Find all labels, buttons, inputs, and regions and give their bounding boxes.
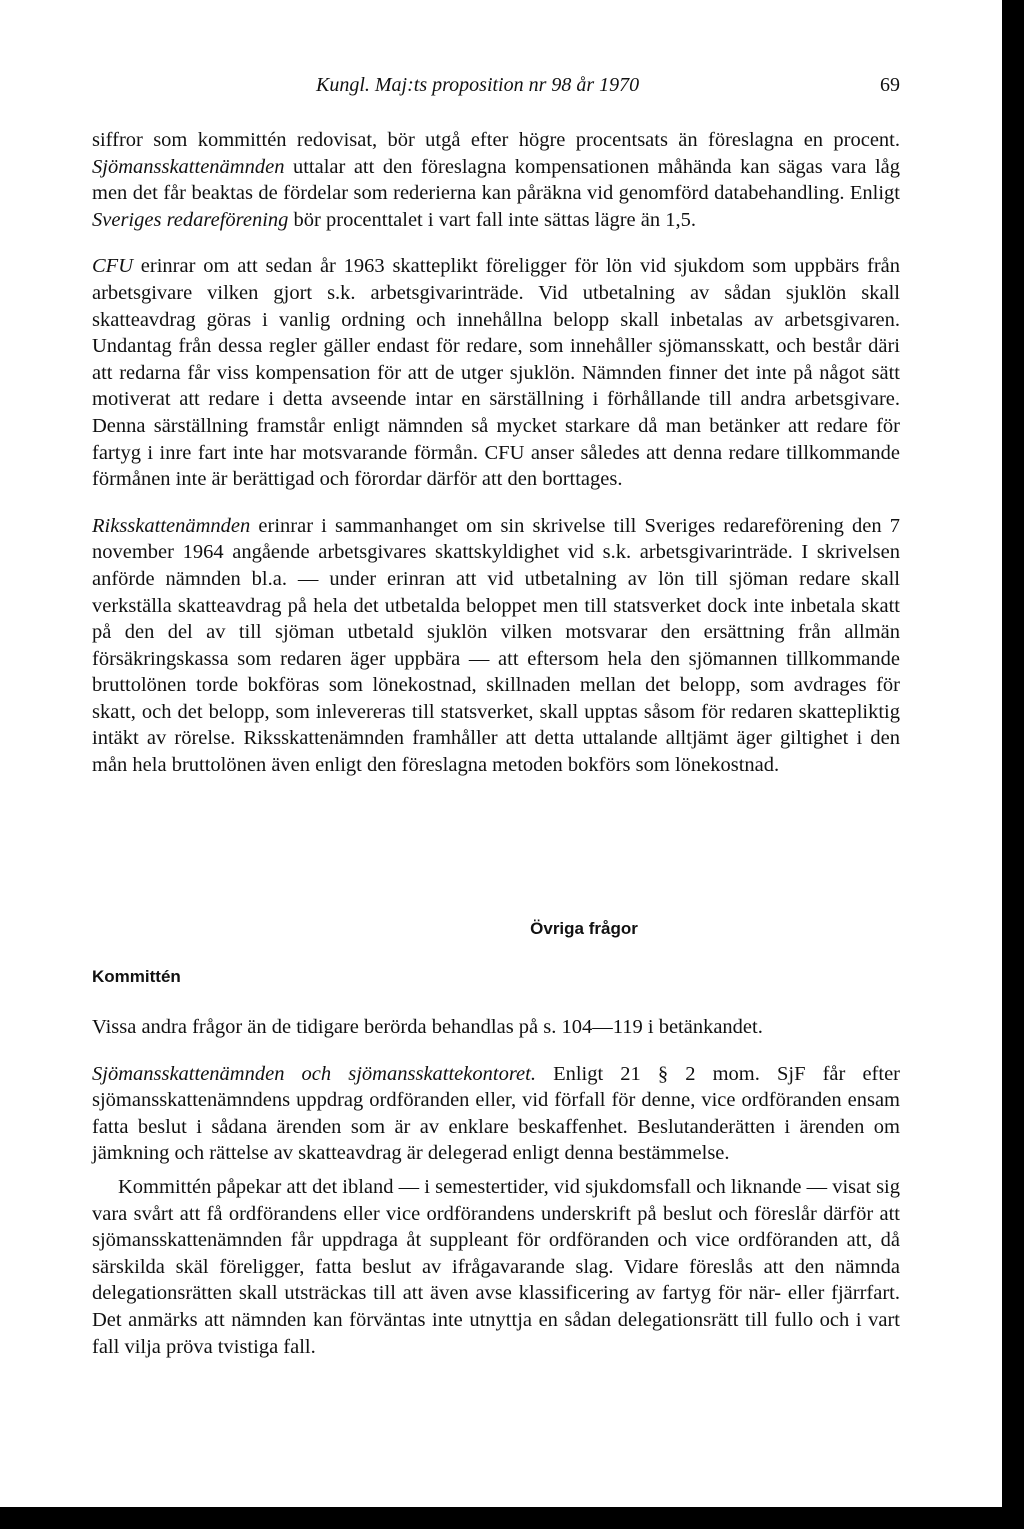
sjomansskattenamnden-term: Sjömansskattenämnden (92, 155, 285, 178)
paragraph-3-body: erinrar i sammanhanget om sin skrivelse till Sveriges redareförening den 7 november 1964 angående arbetsgivares skattskyldighet vid s.k. arbetsgivarinträde. I skrivelsen anförde nämnden bl.a. — under erinran att vid utbetalning av lön till sjöman redare skall verkställa skatteavdrag på hela det utbetalda beloppet men till statsverket dock inte inbetala skatt på den del av till sjöman utbetald sjuklön vilken motsvarar den ersättning från allmän försäkringskassa som redaren äger uppbära — att eftersom hela den sjömannen tillkommande bruttolönen torde bokföras som lönekostnad, skillnaden mellan det belopp, som avdrages för skatt, och det belopp, som inlevereras till statsverket, skall upptas såsom för redaren skattepliktig intäkt av rörelse. Riksskattenämnden framhåller att detta uttalande alltjämt äger giltighet i den mån hela bruttolönen även enligt den föreslagna metoden bokförs som lönekostnad. (92, 514, 900, 777)
section-paragraph-2-body: Enligt 21 § 2 mom. SjF får efter sjömansskattenämndens uppdrag ordföranden eller, vid förfall för denne, vice ordföranden ensam fatta beslut i sådana ärenden som är av enklare beskaffenhet. Beslutanderätten i ärenden om jämkning och rättelse av skatteavdrag är delegerad enligt denna bestämmelse. (92, 1062, 901, 1165)
section-body (92, 1014, 900, 1360)
cfu-term: CFU (92, 255, 133, 278)
body-text (92, 127, 900, 779)
paragraph-2 (92, 253, 900, 492)
paragraph-3 (92, 513, 900, 779)
section-heading: Övriga frågor (530, 919, 638, 938)
side-heading: Kommittén (92, 967, 181, 986)
paragraph-2-body: erinrar om att sedan år 1963 skatteplikt föreligger för lön vid sjukdom som uppbärs från arbetsgivare vilken gjort s.k. arbetsgivarinträde. Vid utbetalning av sådan sjuklön skall skatteavdrag göras i vanlig ordning och innehållna belopp skall inbetalas av arbetsgivaren. Undantag från dessa regler gäller endast för redare, som innehåller sjömansskatt, och består däri att redarna får viss kompensation för att de utger sjuklön. Nämnden finner det inte på något sätt motiverat att redare i detta avseende intar en särställning i förhållande till andra arbetsgivare. Denna särställning framstår enligt nämnden så mycket starkare då man betänker att redare för fartyg i inre fart inte har motsvarande förmån. CFU anser således att denna redare tillkommande förmånen inte är berättigad och förordar därför att den borttages. (92, 255, 900, 491)
sjomansskattenamnden-och-kontoret-term: Sjömansskattenämnden och sjömansskattekontoret. (92, 1062, 536, 1085)
page-number: 69 (880, 74, 900, 96)
page-header (316, 72, 900, 100)
paragraph-1-part-a: siffror som kommittén redovisat, bör utgå efter högre procentsats än föreslagna en procent. (92, 129, 900, 151)
sveriges-redareforening-term: Sveriges redareförening (92, 208, 289, 231)
section-paragraph-3: Kommittén påpekar att det ibland — i semestertider, vid sjukdomsfall och liknande — visat sig vara svårt att få ordförandens eller vice ordförandens underskrift på beslut och föreslår därför att sjömansskattenämnden får uppdraga åt suppleant för ordföranden och vice ordföranden att, då särskilda skäl föreligger, fatta beslut av ifrågavarande slag. Vidare föreslås att den nämnda delegationsrätten skall utsträckas till att även avse klassificering av fartyg för när- eller fjärrfart. Det anmärks att nämnden kan förväntas inte utnyttja en sådan delegationsrätt till fullo och i vart fall vilja pröva tvistiga fall. (92, 1175, 901, 1358)
section-paragraph-2 (92, 1061, 900, 1167)
section-paragraph-1: Vissa andra frågor än de tidigare berörda behandlas på s. 104—119 i betänkandet. (92, 1016, 763, 1038)
section-ovriga-fragor (92, 916, 900, 1360)
scan-border-bottom (0, 1507, 1024, 1529)
paragraph-1 (92, 127, 900, 233)
scan-border-right (1002, 0, 1024, 1529)
running-title: Kungl. Maj:ts proposition nr 98 år 1970 (316, 74, 640, 96)
riksskattenamnden-term: Riksskattenämnden (92, 514, 251, 537)
paragraph-1-part-e: bör procenttalet i vart fall inte sättas lägre än 1,5. (288, 208, 696, 231)
paragraph-1-part-c: uttalar att den föreslagna kompensationen måhända kan sägas vara låg men det får beaktas de fördelar som rederierna kan påräkna vid genomförd databehandling. Enligt (92, 155, 900, 205)
